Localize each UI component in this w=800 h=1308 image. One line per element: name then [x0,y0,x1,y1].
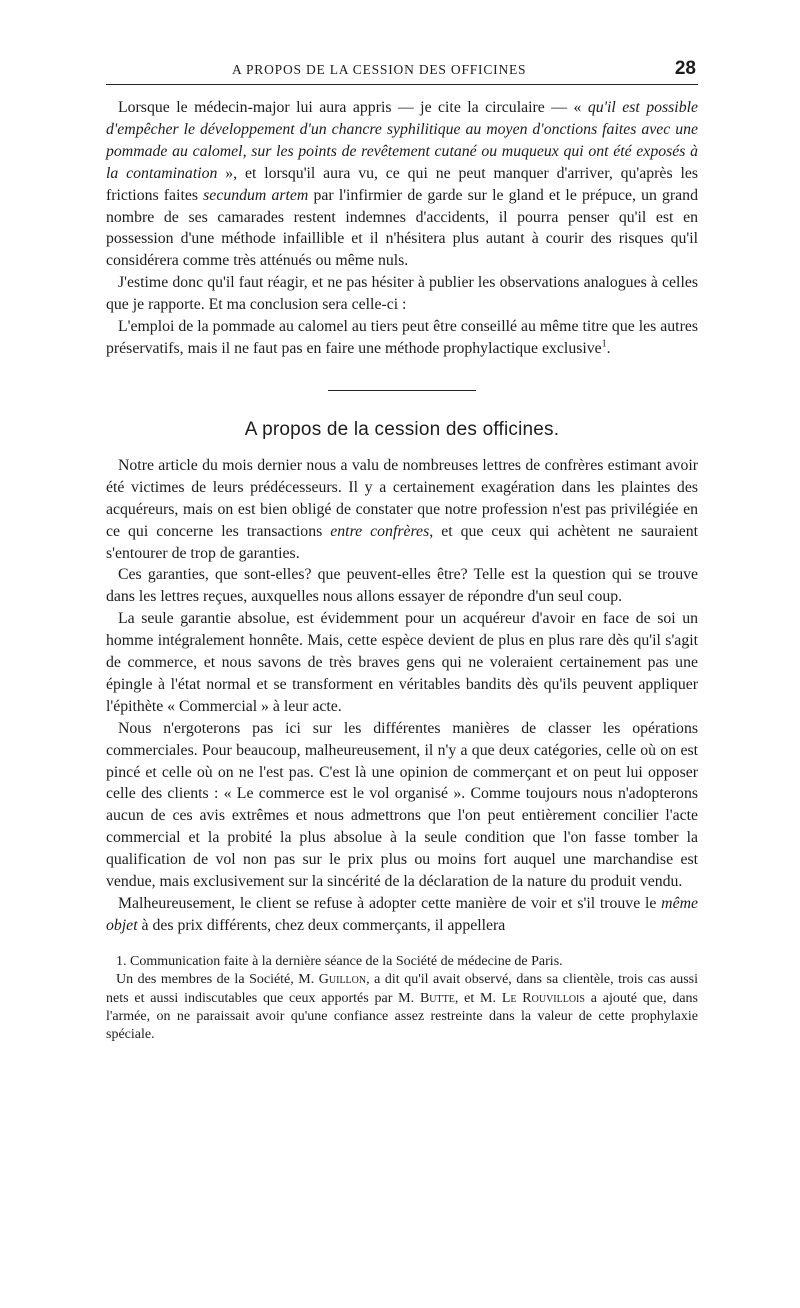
article-end-text [106,97,698,360]
section-title: A propos de la cession des officines. [244,418,560,440]
footnote-line: 1. Communication faite à la dernière séance de la Société de médecine de Paris. [116,953,563,969]
running-head [106,58,698,85]
italic-phrase: entre confrères [330,522,430,540]
text-run: par l'infirmier de garde sur le gland et le prépuce, un grand nombre de ses camarades restent indemnes d'accidents, il pourra penser qu'il est en possession d'une méthode infaillible et il n'hésitera plus autant à courir des risques qu'il considérera comme très atténués ou même nuls. [106,186,698,270]
page-number: 28 [674,58,696,79]
text-run: . [606,339,611,357]
text-run: Un des membres de la Société, M. [116,972,319,988]
text-run: , et que ceux qui achètent ne sauraient s'entourer de trop de garanties. [106,522,699,562]
footnote-line [106,971,698,1045]
text-run: , a dit qu'il avait observé, dans sa clientèle, trois cas aussi nets et aussi indiscutables que ceux apportés par M. [106,972,698,1006]
footnote-spacer [106,937,698,953]
text-run: L'emploi de la pommade au calomel au tiers peut être conseillé au même titre que les autres préservatifs, mais il ne faut pas en faire une méthode prophylactique exclusive [106,318,698,357]
section-divider [328,390,476,391]
paragraph: La seule garantie absolue, est évidemment pour un acquéreur d'avoir en face de soi un homme intégralement honnête. Mais, cette espèce devient de plus en plus rare dès qu'il s'agit de commerce, et nous savons de très braves gens qui ne voleraient certainement pas une épingle à l'état normal et se transforment en véritables bandits dès qu'ils peuvent appliquer l'épithète « Commercial » à leur acte. [106,610,698,715]
person-name: Butte [419,990,455,1006]
page [106,58,698,1045]
text-run: Lorsque le médecin-major lui aura appris — je cite la circulaire — « [118,99,588,116]
text-run: », et lorsqu'il aura vu, ce qui ne peut manquer d'arriver, qu'après les frictions faites [106,164,698,204]
paragraph: J'estime donc qu'il faut réagir, et ne pas hésiter à publier les observations analogues à celles que je rapporte. Et ma conclusion sera celle-ci : [106,274,698,314]
person-name: Le Rouvillois [501,990,585,1006]
paragraph [106,316,698,360]
text-run: Malheureusement, le client se refuse à adopter cette manière de voir et s'il trouve le [118,895,662,912]
paragraph: Ces garanties, que sont-elles? que peuvent-elles être? Telle est la question qui se trouve dans les lettres reçues, auxquelles nous allons essayer de répondre d'un seul coup. [106,566,698,606]
italic-phrase: même objet [106,895,698,934]
paragraph: Nous n'ergoterons pas ici sur les différentes manières de classer les opérations commerciales. Pour beaucoup, malheureusement, il n'y a que deux catégories, celle où on est pincé et celle où on ne l'est pas. C'est là une opinion de commerçant et on peut lui opposer celle des clients : « Le commerce est le vol organisé ». Comme toujours nous n'adopterons aucun de ces avis extrêmes et nous admettrons que l'on peut entièrement concilier l'acte commercial et la probité la plus absolue à la seule condition que l'on fasse tomber la qualification de vol non pas sur le prix plus ou moins fort auquel une marchandise est vendue, mais exclusivement sur la sincérité de la déclaration de la nature du produit vendu. [106,719,698,891]
running-title: A PROPOS DE LA CESSION DES OFFICINES [232,62,527,77]
text-run: a ajouté que, dans l'armée, on ne paraissait avoir qu'une confiance assez restreinte dans la valeur de cette prophylaxie spéciale. [106,990,698,1043]
text-run: , et M. [454,990,502,1006]
paragraph [106,455,698,565]
text-run: à des prix différents, chez deux commerçants, il appellera [137,916,506,934]
latin-phrase: secundum artem [203,186,309,204]
footnote-marker: 1 [601,338,607,350]
quoted-circular: qu'il est possible d'empêcher le développement d'un chancre syphilitique au moyen d'onctions faites avec une pommade au calomel, sur les points de revêtement cutané ou muqueux qui ont été exposés à la contamination [106,99,698,182]
person-name: Guillon [318,972,367,988]
text-run: Notre article du mois dernier nous a valu de nombreuses lettres de confrères estimant avoir été victimes de leurs prédécesseurs. Il y a certainement exagération dans les plaintes des acquéreurs, mais on est bien obligé de constater que notre profession n'est pas privilégiée en ce qui concerne les transactions [106,456,698,540]
paragraph [106,97,698,272]
section-body [106,455,698,937]
footnote [106,953,698,1045]
paragraph [106,893,698,937]
